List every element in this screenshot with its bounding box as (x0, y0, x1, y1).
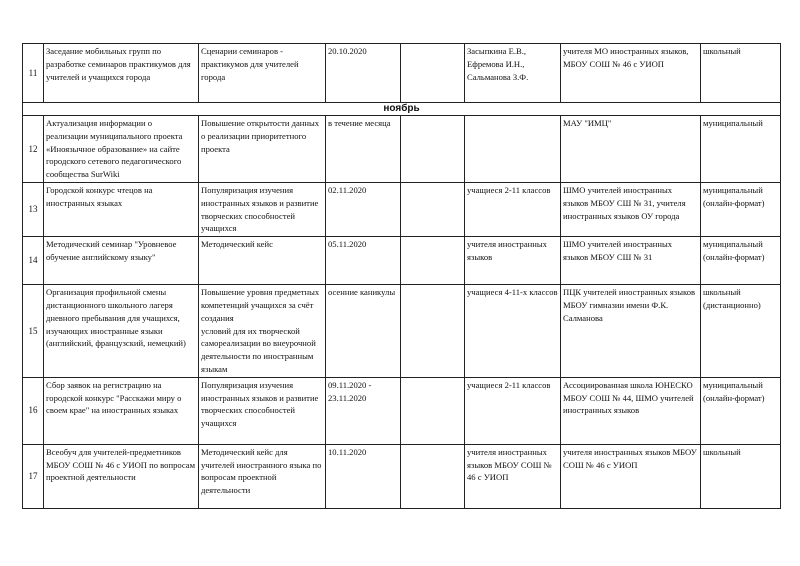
date-cell: 05.11.2020 (326, 237, 401, 285)
participants-cell: учителя иностранных языков МБОУ СОШ № 46 с УИОП (465, 444, 561, 508)
extra-cell (401, 237, 465, 285)
extra-cell (401, 116, 465, 183)
event-cell: Городской конкурс чтецов на иностранных языках (44, 182, 199, 236)
row-number: 16 (23, 377, 44, 444)
extra-cell (401, 444, 465, 508)
table-row (23, 377, 781, 444)
row-number: 15 (23, 285, 44, 378)
responsible-cell: ШМО учителей иностранных языков МБОУ СШ № 31 (561, 237, 701, 285)
level-cell: школьный (701, 444, 781, 508)
event-cell: Методический семинар "Уровневое обучение английскому языку" (44, 237, 199, 285)
result-cell: Методический кейс (199, 237, 326, 285)
date-cell: 09.11.2020 - 23.11.2020 (326, 377, 401, 444)
table-row (23, 285, 781, 378)
result-cell: Методический кейс для учителей иностранного языка по вопросам проектной деятельности (199, 444, 326, 508)
event-cell: Заседание мобильных групп по разработке семинаров практикумов для учителей и учащихся города (44, 44, 199, 103)
date-cell: осенние каникулы (326, 285, 401, 378)
responsible-cell: МАУ "ИМЦ" (561, 116, 701, 183)
participants-cell: учителя иностранных языков (465, 237, 561, 285)
participants-cell: учащиеся 2-11 классов (465, 377, 561, 444)
event-cell: Актуализация информации о реализации муниципального проекта «Иноязычное образование» на сайте городского сетевого педагогического сообщества SurWiki (44, 116, 199, 183)
row-number: 14 (23, 237, 44, 285)
responsible-cell: ПЦК учителей иностранных языков МБОУ гимназии имени Ф.К. Салманова (561, 285, 701, 378)
table-row (23, 182, 781, 236)
table-row (23, 237, 781, 285)
row-number: 13 (23, 182, 44, 236)
extra-cell (401, 285, 465, 378)
table-row (23, 444, 781, 508)
row-number: 12 (23, 116, 44, 183)
extra-cell (401, 377, 465, 444)
responsible-cell: Ассоциированная школа ЮНЕСКО МБОУ СОШ № 44, ШМО учителей иностранных языков (561, 377, 701, 444)
participants-cell: учащиеся 2-11 классов (465, 182, 561, 236)
row-number: 17 (23, 444, 44, 508)
result-cell: Популяризация изучения иностранных языков и развитие творческих способностей учащихся (199, 182, 326, 236)
responsible-cell: ШМО учителей иностранных языков МБОУ СШ № 31, учителя иностранных языков ОУ города (561, 182, 701, 236)
extra-cell (401, 182, 465, 236)
result-cell: Популяризация изучения иностранных языков и развитие творческих способностей учащихся (199, 377, 326, 444)
result-cell: Повышение уровня предметных компетенций учащихся за счёт создания условий для их творческой самореализации во внеурочной деятельности по иностранным языкам (199, 285, 326, 378)
level-cell: школьный (701, 44, 781, 103)
result-cell: Повышение открытости данных о реализации приоритетного проекта (199, 116, 326, 183)
event-cell: Организация профильной смены дистанционного школьного лагеря дневного пребывания для учащихся, изучающих иностранные языки (английский, французский, немецкий) (44, 285, 199, 378)
month-heading: ноябрь (23, 103, 781, 116)
participants-cell (465, 116, 561, 183)
level-cell: муниципальный (онлайн-формат) (701, 237, 781, 285)
date-cell: 20.10.2020 (326, 44, 401, 103)
level-cell: муниципальный (701, 116, 781, 183)
participants-cell: Засыпкина Е.В., Ефремова И.Н., Сальманова З.Ф. (465, 44, 561, 103)
table-row (23, 116, 781, 183)
row-number: 11 (23, 44, 44, 103)
participants-cell: учащиеся 4-11-х классов (465, 285, 561, 378)
date-cell: 02.11.2020 (326, 182, 401, 236)
plan-table (22, 43, 781, 509)
responsible-cell: учителя МО иностранных языков, МБОУ СОШ № 46 с УИОП (561, 44, 701, 103)
table-row (23, 44, 781, 103)
level-cell: муниципальный (онлайн-формат) (701, 377, 781, 444)
extra-cell (401, 44, 465, 103)
responsible-cell: учителя иностранных языков МБОУ СОШ № 46 с УИОП (561, 444, 701, 508)
level-cell: школьный (дистанционно) (701, 285, 781, 378)
event-cell: Всеобуч для учителей-предметников МБОУ СОШ № 46 с УИОП по вопросам проектной деятельности (44, 444, 199, 508)
month-row (23, 103, 781, 116)
result-cell: Сценарии семинаров - практикумов для учителей города (199, 44, 326, 103)
level-cell: муниципальный (онлайн-формат) (701, 182, 781, 236)
event-cell: Сбор заявок на регистрацию на городской конкурс "Расскажи миру о своем крае" на иностранных языках (44, 377, 199, 444)
date-cell: в течение месяца (326, 116, 401, 183)
date-cell: 10.11.2020 (326, 444, 401, 508)
